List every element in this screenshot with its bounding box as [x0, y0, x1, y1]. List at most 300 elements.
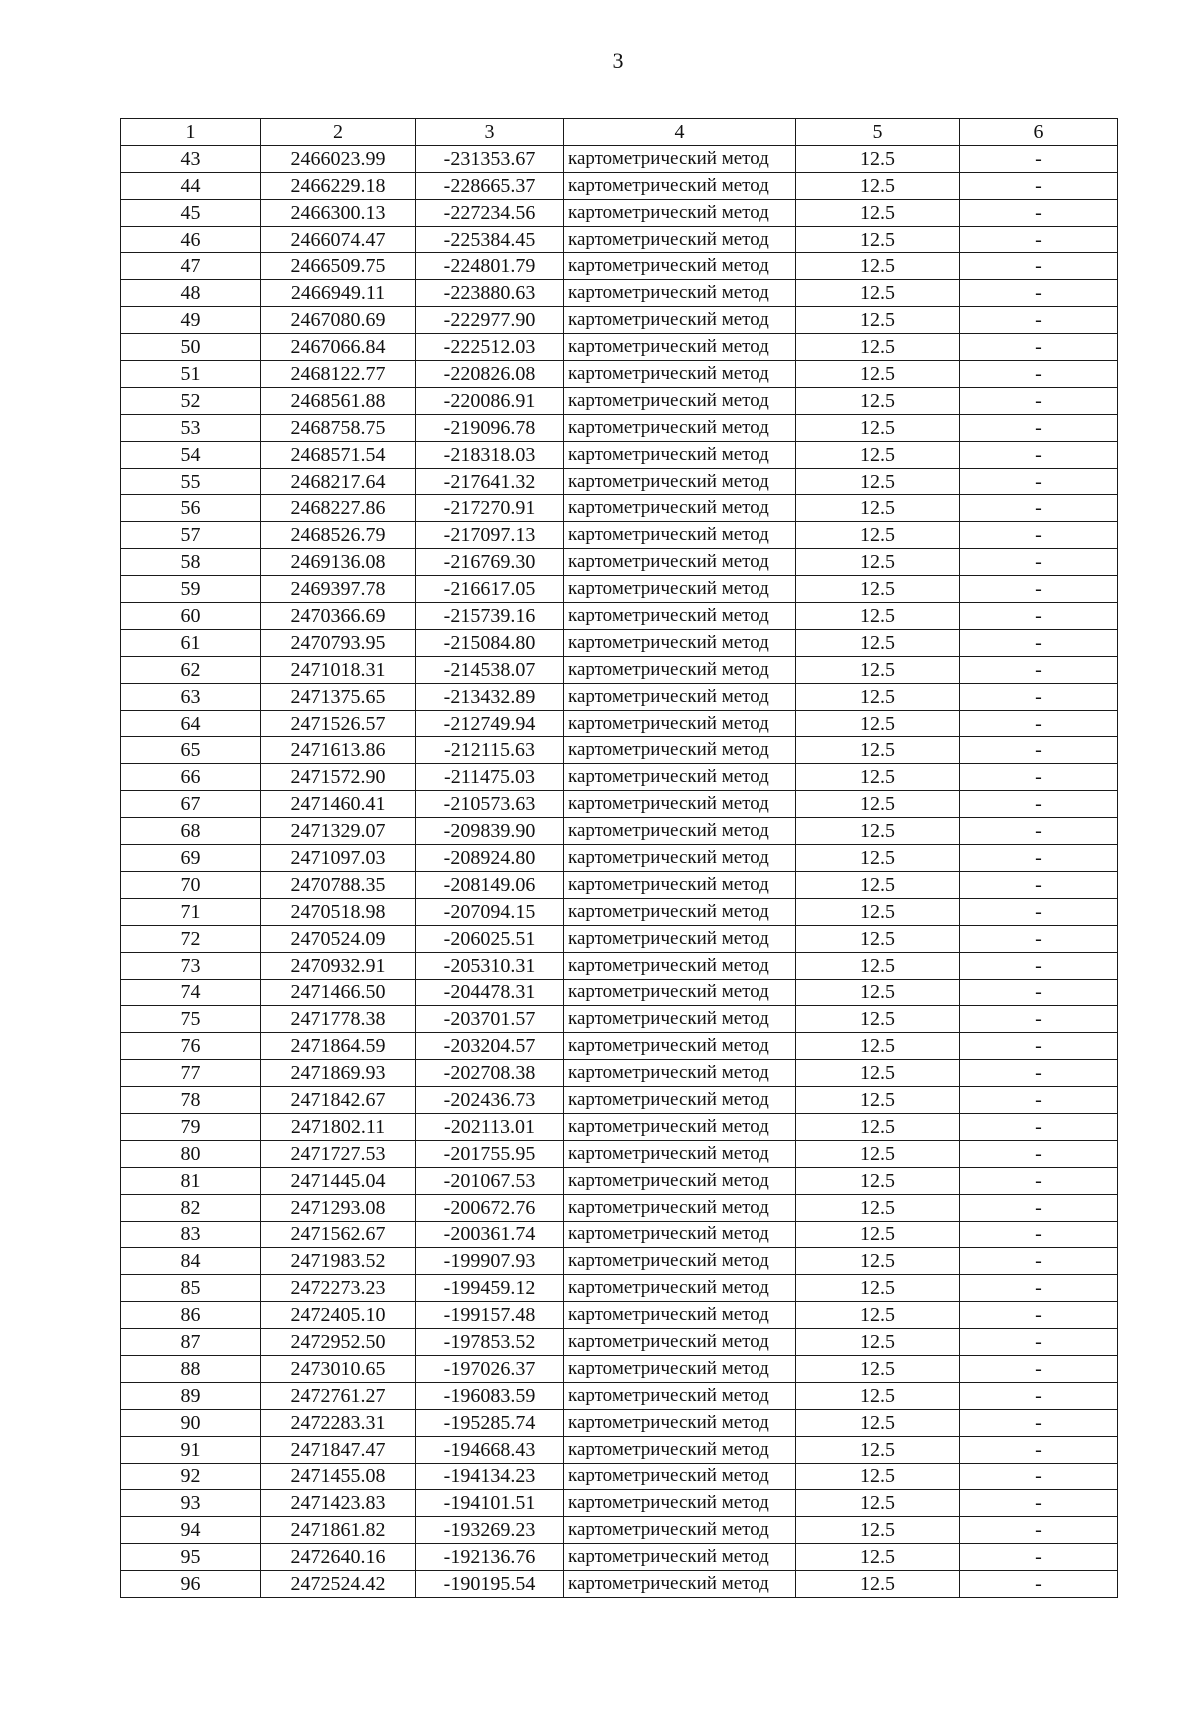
table-cell: - [960, 468, 1118, 495]
table-cell: -203204.57 [416, 1033, 564, 1060]
table-cell: картометрический метод [564, 925, 796, 952]
column-header: 5 [796, 119, 960, 146]
column-header: 2 [261, 119, 416, 146]
table-row [121, 1221, 1118, 1248]
table-row [121, 1060, 1118, 1087]
table-cell: 2472405.10 [261, 1302, 416, 1329]
table-cell: -201755.95 [416, 1140, 564, 1167]
table-cell: -217270.91 [416, 495, 564, 522]
table-row [121, 1490, 1118, 1517]
table-cell: - [960, 1275, 1118, 1302]
table-cell: 12.5 [796, 952, 960, 979]
table-cell: -208149.06 [416, 871, 564, 898]
table-cell: 12.5 [796, 145, 960, 172]
table-row [121, 898, 1118, 925]
table-cell: картометрический метод [564, 334, 796, 361]
table-cell: -227234.56 [416, 199, 564, 226]
table-cell: - [960, 1221, 1118, 1248]
table-cell: 52 [121, 387, 261, 414]
table-cell: -208924.80 [416, 845, 564, 872]
table-cell: -218318.03 [416, 441, 564, 468]
table-cell: - [960, 199, 1118, 226]
table-cell: 12.5 [796, 737, 960, 764]
table-cell: 2468526.79 [261, 522, 416, 549]
table-cell: 2468227.86 [261, 495, 416, 522]
table-cell: 2471445.04 [261, 1167, 416, 1194]
table-cell: 12.5 [796, 307, 960, 334]
table-cell: 12.5 [796, 1329, 960, 1356]
table-cell: -214538.07 [416, 656, 564, 683]
table-cell: картометрический метод [564, 1221, 796, 1248]
table-row [121, 1302, 1118, 1329]
table-row [121, 656, 1118, 683]
table-cell: -222512.03 [416, 334, 564, 361]
table-row [121, 1006, 1118, 1033]
table-cell: 12.5 [796, 898, 960, 925]
table-cell: 2471613.86 [261, 737, 416, 764]
table-cell: 67 [121, 791, 261, 818]
table-cell: - [960, 1409, 1118, 1436]
table-cell: картометрический метод [564, 1194, 796, 1221]
table-cell: 87 [121, 1329, 261, 1356]
table-cell: -217641.32 [416, 468, 564, 495]
table-body [121, 145, 1118, 1597]
table-cell: картометрический метод [564, 1275, 796, 1302]
table-cell: - [960, 1248, 1118, 1275]
table-cell: - [960, 737, 1118, 764]
table-cell: 12.5 [796, 925, 960, 952]
table-cell: картометрический метод [564, 495, 796, 522]
table-cell: картометрический метод [564, 603, 796, 630]
table-cell: 2471864.59 [261, 1033, 416, 1060]
table-cell: 12.5 [796, 1571, 960, 1598]
table-cell: 2471861.82 [261, 1517, 416, 1544]
table-cell: 2470524.09 [261, 925, 416, 952]
table-cell: - [960, 307, 1118, 334]
table-cell: - [960, 361, 1118, 388]
table-cell: 2468758.75 [261, 414, 416, 441]
table-cell: - [960, 253, 1118, 280]
table-cell: 12.5 [796, 1382, 960, 1409]
table-cell: -206025.51 [416, 925, 564, 952]
table-cell: 2471562.67 [261, 1221, 416, 1248]
table-cell: 12.5 [796, 1544, 960, 1571]
table-cell: 12.5 [796, 1140, 960, 1167]
table-row [121, 845, 1118, 872]
table-cell: картометрический метод [564, 1571, 796, 1598]
table-cell: картометрический метод [564, 1060, 796, 1087]
table-cell: - [960, 1060, 1118, 1087]
table-cell: 58 [121, 549, 261, 576]
table-cell: 12.5 [796, 1167, 960, 1194]
table-cell: 54 [121, 441, 261, 468]
table-cell: 2472283.31 [261, 1409, 416, 1436]
table-cell: 78 [121, 1087, 261, 1114]
table-cell: картометрический метод [564, 280, 796, 307]
table-cell: -194668.43 [416, 1436, 564, 1463]
table-cell: 73 [121, 952, 261, 979]
table-cell: -222977.90 [416, 307, 564, 334]
table-cell: картометрический метод [564, 253, 796, 280]
table-cell: 12.5 [796, 1275, 960, 1302]
table-cell: - [960, 1490, 1118, 1517]
table-cell: 2470932.91 [261, 952, 416, 979]
table-cell: -200672.76 [416, 1194, 564, 1221]
table-cell: картометрический метод [564, 629, 796, 656]
table-cell: -205310.31 [416, 952, 564, 979]
table-cell: 12.5 [796, 1194, 960, 1221]
table-cell: 2469136.08 [261, 549, 416, 576]
table-cell: картометрический метод [564, 145, 796, 172]
table-cell: 55 [121, 468, 261, 495]
table-cell: -196083.59 [416, 1382, 564, 1409]
column-header: 3 [416, 119, 564, 146]
table-cell: картометрический метод [564, 522, 796, 549]
table-cell: 2470518.98 [261, 898, 416, 925]
table-cell: 50 [121, 334, 261, 361]
table-cell: 66 [121, 764, 261, 791]
table-cell: -192136.76 [416, 1544, 564, 1571]
table-cell: 12.5 [796, 710, 960, 737]
table-cell: картометрический метод [564, 764, 796, 791]
table-cell: картометрический метод [564, 818, 796, 845]
table-cell: - [960, 1194, 1118, 1221]
table-cell: - [960, 1544, 1118, 1571]
table-cell: -200361.74 [416, 1221, 564, 1248]
table-cell: -195285.74 [416, 1409, 564, 1436]
table-cell: -194134.23 [416, 1463, 564, 1490]
table-cell: 2473010.65 [261, 1355, 416, 1382]
table-cell: 2471329.07 [261, 818, 416, 845]
table-cell: 2470366.69 [261, 603, 416, 630]
table-cell: 2466229.18 [261, 172, 416, 199]
table-cell: -211475.03 [416, 764, 564, 791]
table-cell: - [960, 441, 1118, 468]
table-cell: картометрический метод [564, 172, 796, 199]
table-cell: - [960, 710, 1118, 737]
table-cell: - [960, 791, 1118, 818]
table-cell: 12.5 [796, 845, 960, 872]
table-cell: картометрический метод [564, 1355, 796, 1382]
table-row [121, 952, 1118, 979]
table-cell: 2470793.95 [261, 629, 416, 656]
table-cell: -223880.63 [416, 280, 564, 307]
table-cell: 2466074.47 [261, 226, 416, 253]
table-cell: картометрический метод [564, 683, 796, 710]
table-cell: 45 [121, 199, 261, 226]
table-cell: 2471778.38 [261, 1006, 416, 1033]
table-cell: 86 [121, 1302, 261, 1329]
table-cell: 47 [121, 253, 261, 280]
table-cell: 2471423.83 [261, 1490, 416, 1517]
table-cell: 2466023.99 [261, 145, 416, 172]
table-cell: -217097.13 [416, 522, 564, 549]
table-row [121, 979, 1118, 1006]
table-cell: 2471847.47 [261, 1436, 416, 1463]
table-cell: картометрический метод [564, 414, 796, 441]
table-cell: 2471375.65 [261, 683, 416, 710]
table-cell: - [960, 145, 1118, 172]
table-cell: - [960, 1382, 1118, 1409]
table-cell: 70 [121, 871, 261, 898]
table-row [121, 1436, 1118, 1463]
table-cell: картометрический метод [564, 441, 796, 468]
table-cell: 2472761.27 [261, 1382, 416, 1409]
table-cell: картометрический метод [564, 1006, 796, 1033]
table-cell: 12.5 [796, 387, 960, 414]
table-cell: 12.5 [796, 791, 960, 818]
table-cell: картометрический метод [564, 1329, 796, 1356]
table-cell: 88 [121, 1355, 261, 1382]
table-row [121, 334, 1118, 361]
table-cell: 12.5 [796, 361, 960, 388]
table-cell: 2471018.31 [261, 656, 416, 683]
table-cell: -202708.38 [416, 1060, 564, 1087]
table-cell: 12.5 [796, 334, 960, 361]
table-row [121, 629, 1118, 656]
table-cell: картометрический метод [564, 791, 796, 818]
table-cell: картометрический метод [564, 656, 796, 683]
table-cell: -194101.51 [416, 1490, 564, 1517]
table-cell: 57 [121, 522, 261, 549]
table-cell: картометрический метод [564, 549, 796, 576]
table-cell: 93 [121, 1490, 261, 1517]
table-row [121, 1194, 1118, 1221]
table-cell: 71 [121, 898, 261, 925]
table-row [121, 253, 1118, 280]
table-cell: - [960, 925, 1118, 952]
table-cell: -209839.90 [416, 818, 564, 845]
table-cell: - [960, 764, 1118, 791]
table-row [121, 818, 1118, 845]
table-cell: -212115.63 [416, 737, 564, 764]
table-row [121, 1113, 1118, 1140]
table-cell: картометрический метод [564, 576, 796, 603]
table-cell: картометрический метод [564, 1436, 796, 1463]
table-cell: 2471455.08 [261, 1463, 416, 1490]
table-cell: - [960, 576, 1118, 603]
table-cell: картометрический метод [564, 361, 796, 388]
table-cell: 12.5 [796, 871, 960, 898]
table-row [121, 387, 1118, 414]
table-cell: 69 [121, 845, 261, 872]
table-cell: 12.5 [796, 199, 960, 226]
table-cell: 75 [121, 1006, 261, 1033]
table-cell: - [960, 280, 1118, 307]
table-cell: картометрический метод [564, 1140, 796, 1167]
table-cell: -216617.05 [416, 576, 564, 603]
table-cell: 12.5 [796, 1302, 960, 1329]
table-row [121, 1329, 1118, 1356]
table-cell: картометрический метод [564, 737, 796, 764]
table-cell: -197853.52 [416, 1329, 564, 1356]
table-cell: 12.5 [796, 764, 960, 791]
table-cell: - [960, 1006, 1118, 1033]
table-cell: 79 [121, 1113, 261, 1140]
table-row [121, 495, 1118, 522]
table-cell: - [960, 334, 1118, 361]
table-cell: картометрический метод [564, 1302, 796, 1329]
table-cell: 2467066.84 [261, 334, 416, 361]
table-cell: 12.5 [796, 1221, 960, 1248]
table-cell: 80 [121, 1140, 261, 1167]
table-cell: картометрический метод [564, 1167, 796, 1194]
table-cell: 56 [121, 495, 261, 522]
table-cell: - [960, 549, 1118, 576]
table-cell: картометрический метод [564, 307, 796, 334]
table-cell: -190195.54 [416, 1571, 564, 1598]
table-cell: картометрический метод [564, 1544, 796, 1571]
table-cell: 12.5 [796, 522, 960, 549]
table-cell: 2466300.13 [261, 199, 416, 226]
table-row [121, 307, 1118, 334]
table-cell: картометрический метод [564, 952, 796, 979]
table-row [121, 441, 1118, 468]
table-cell: -213432.89 [416, 683, 564, 710]
table-cell: -201067.53 [416, 1167, 564, 1194]
table-cell: 2472952.50 [261, 1329, 416, 1356]
table-cell: - [960, 629, 1118, 656]
table-cell: 2471572.90 [261, 764, 416, 791]
table-cell: 12.5 [796, 1248, 960, 1275]
table-cell: 2472640.16 [261, 1544, 416, 1571]
table-cell: 12.5 [796, 172, 960, 199]
table-cell: 2468217.64 [261, 468, 416, 495]
table-cell: - [960, 522, 1118, 549]
table-row [121, 361, 1118, 388]
table-row [121, 280, 1118, 307]
table-cell: 68 [121, 818, 261, 845]
table-cell: 12.5 [796, 818, 960, 845]
table-row [121, 172, 1118, 199]
table-cell: -220086.91 [416, 387, 564, 414]
table-row [121, 603, 1118, 630]
table-cell: 12.5 [796, 576, 960, 603]
table-cell: 12.5 [796, 1463, 960, 1490]
table-cell: 12.5 [796, 979, 960, 1006]
table-cell: - [960, 1329, 1118, 1356]
table-cell: 2468122.77 [261, 361, 416, 388]
table-cell: 96 [121, 1571, 261, 1598]
table-cell: 51 [121, 361, 261, 388]
table-cell: картометрический метод [564, 1382, 796, 1409]
table-cell: 62 [121, 656, 261, 683]
table-cell: 12.5 [796, 1033, 960, 1060]
table-cell: 72 [121, 925, 261, 952]
table-cell: - [960, 952, 1118, 979]
table-cell: 44 [121, 172, 261, 199]
table-cell: картометрический метод [564, 1463, 796, 1490]
table-cell: 12.5 [796, 441, 960, 468]
table-row [121, 1033, 1118, 1060]
table-cell: картометрический метод [564, 1409, 796, 1436]
table-cell: -199157.48 [416, 1302, 564, 1329]
coordinates-table [120, 118, 1118, 1598]
table-cell: картометрический метод [564, 226, 796, 253]
table-cell: -202436.73 [416, 1087, 564, 1114]
table-row [121, 145, 1118, 172]
table-cell: - [960, 603, 1118, 630]
table-cell: 2471983.52 [261, 1248, 416, 1275]
table-cell: картометрический метод [564, 898, 796, 925]
table-cell: 2471293.08 [261, 1194, 416, 1221]
table-cell: 48 [121, 280, 261, 307]
table-cell: - [960, 414, 1118, 441]
table-cell: картометрический метод [564, 1087, 796, 1114]
table-cell: 2466509.75 [261, 253, 416, 280]
table-cell: 95 [121, 1544, 261, 1571]
table-cell: 12.5 [796, 468, 960, 495]
table-cell: 63 [121, 683, 261, 710]
table-row [121, 764, 1118, 791]
table-cell: - [960, 656, 1118, 683]
table-row [121, 1409, 1118, 1436]
table-cell: 12.5 [796, 656, 960, 683]
table-cell: -215084.80 [416, 629, 564, 656]
table-row [121, 1140, 1118, 1167]
table-cell: 12.5 [796, 1409, 960, 1436]
table-cell: 2472524.42 [261, 1571, 416, 1598]
table-row [121, 683, 1118, 710]
table-cell: 91 [121, 1436, 261, 1463]
table-cell: 12.5 [796, 1087, 960, 1114]
table-row [121, 1087, 1118, 1114]
table-row [121, 226, 1118, 253]
column-header: 6 [960, 119, 1118, 146]
table-row [121, 1517, 1118, 1544]
table-cell: картометрический метод [564, 1517, 796, 1544]
table-row [121, 414, 1118, 441]
table-cell: -202113.01 [416, 1113, 564, 1140]
table-cell: 46 [121, 226, 261, 253]
table-row [121, 737, 1118, 764]
table-cell: 61 [121, 629, 261, 656]
table-cell: - [960, 979, 1118, 1006]
table-cell: -193269.23 [416, 1517, 564, 1544]
table-cell: 2471802.11 [261, 1113, 416, 1140]
table-cell: - [960, 1087, 1118, 1114]
table-cell: - [960, 387, 1118, 414]
table-cell: 2472273.23 [261, 1275, 416, 1302]
table-cell: -225384.45 [416, 226, 564, 253]
table-row [121, 522, 1118, 549]
table-row [121, 1382, 1118, 1409]
table-row [121, 1463, 1118, 1490]
table-row [121, 1248, 1118, 1275]
table-row [121, 1275, 1118, 1302]
table-cell: картометрический метод [564, 1033, 796, 1060]
table-cell: 12.5 [796, 253, 960, 280]
table-cell: - [960, 172, 1118, 199]
table-cell: картометрический метод [564, 1490, 796, 1517]
table-cell: 82 [121, 1194, 261, 1221]
table-cell: - [960, 1167, 1118, 1194]
table-cell: - [960, 683, 1118, 710]
table-row [121, 549, 1118, 576]
table-cell: - [960, 1571, 1118, 1598]
table-cell: 84 [121, 1248, 261, 1275]
table-cell: 74 [121, 979, 261, 1006]
page-number: 3 [612, 48, 624, 73]
table-cell: 94 [121, 1517, 261, 1544]
table-cell: -215739.16 [416, 603, 564, 630]
table-cell: 81 [121, 1167, 261, 1194]
table-cell: 77 [121, 1060, 261, 1087]
table-cell: 2468561.88 [261, 387, 416, 414]
table-cell: 92 [121, 1463, 261, 1490]
table-row [121, 710, 1118, 737]
table-cell: - [960, 898, 1118, 925]
